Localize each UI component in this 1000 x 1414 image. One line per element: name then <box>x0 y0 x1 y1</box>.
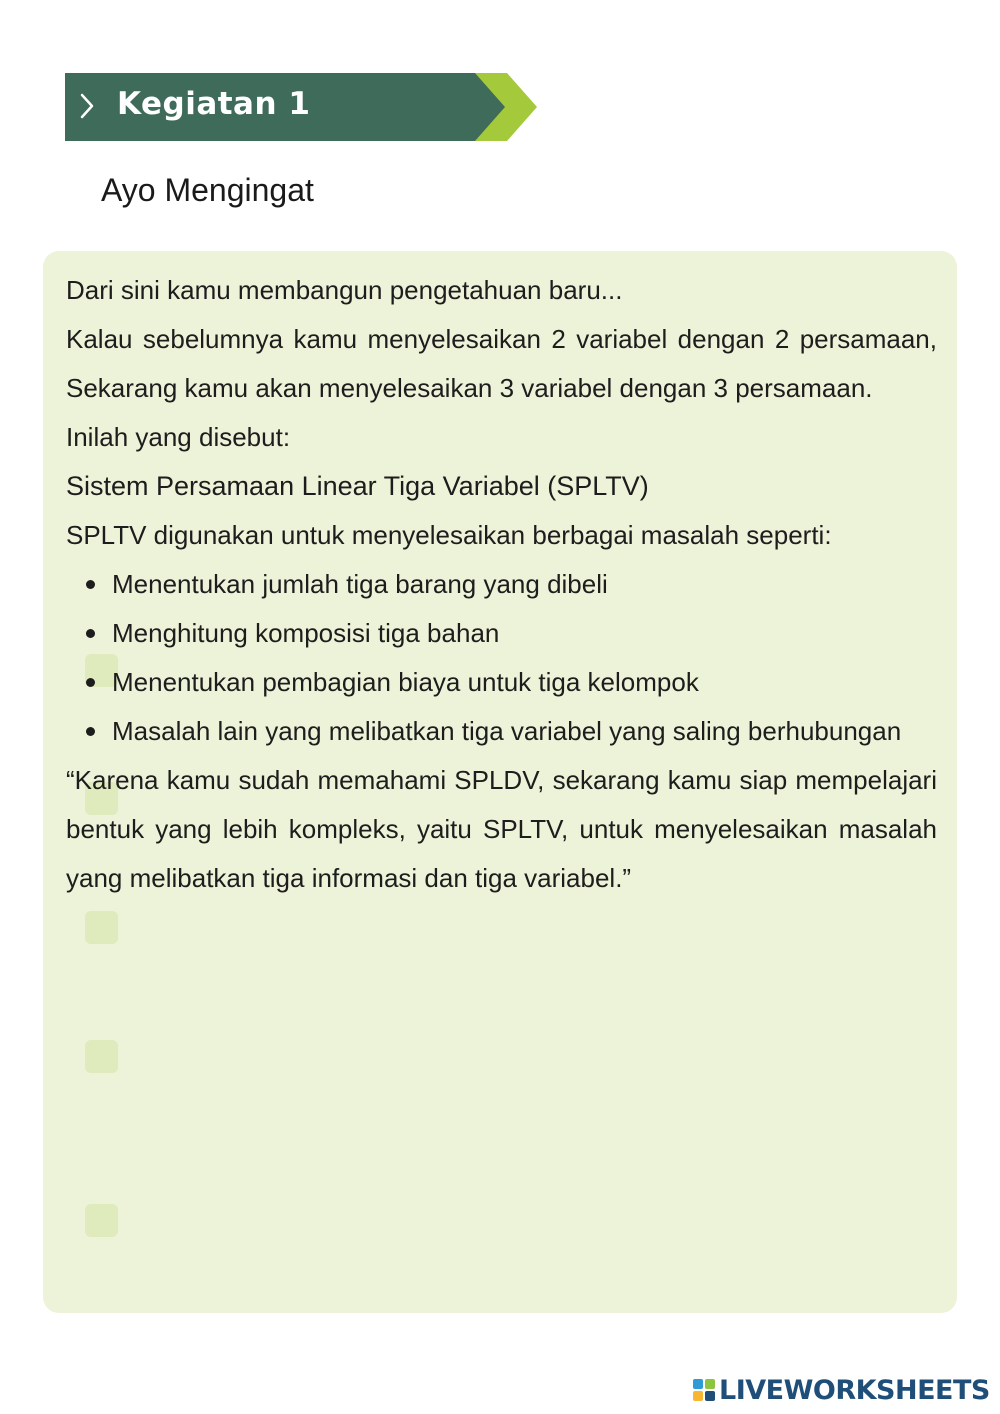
logo-grid-icon <box>693 1379 715 1401</box>
logo-text: LIVEWORKSHEETS <box>719 1374 990 1406</box>
banner-title: Kegiatan 1 <box>117 86 311 122</box>
answer-box[interactable] <box>85 1204 118 1237</box>
usage-paragraph: SPLTV digunakan untuk menyelesaikan berbagai masalah seperti: <box>66 520 832 550</box>
list-item: Menentukan pembagian biaya untuk tiga kelompok <box>112 658 937 707</box>
comparison-paragraph: Kalau sebelumnya kamu menyelesaikan 2 variabel dengan 2 persamaan, Sekarang kamu akan menyelesaikan 3 variabel dengan 3 persamaan. <box>66 324 937 403</box>
answer-box[interactable] <box>85 1040 118 1073</box>
list-item: Masalah lain yang melibatkan tiga variabel yang saling berhubungan <box>112 707 937 756</box>
answer-box[interactable] <box>85 911 118 944</box>
chevron-right-icon <box>80 89 94 123</box>
lead-paragraph: Inilah yang disebut: <box>66 422 291 452</box>
topic-title: Sistem Persamaan Linear Tiga Variabel (SPLTV) <box>66 471 649 501</box>
liveworksheets-logo <box>693 1373 990 1407</box>
content-text <box>66 266 937 903</box>
list-item: Menentukan jumlah tiga barang yang dibeli <box>112 560 937 609</box>
quote-paragraph: “Karena kamu sudah memahami SPLDV, sekarang kamu siap mempelajari bentuk yang lebih kompleks, yaitu SPLTV, untuk menyelesaikan masalah yang melibatkan tiga informasi dan tiga variabel.” <box>66 765 937 893</box>
usage-list <box>66 560 937 756</box>
section-subtitle: Ayo Mengingat <box>101 172 314 208</box>
list-item: Menghitung komposisi tiga bahan <box>112 609 937 658</box>
intro-paragraph: Dari sini kamu membangun pengetahuan baru... <box>66 275 623 305</box>
